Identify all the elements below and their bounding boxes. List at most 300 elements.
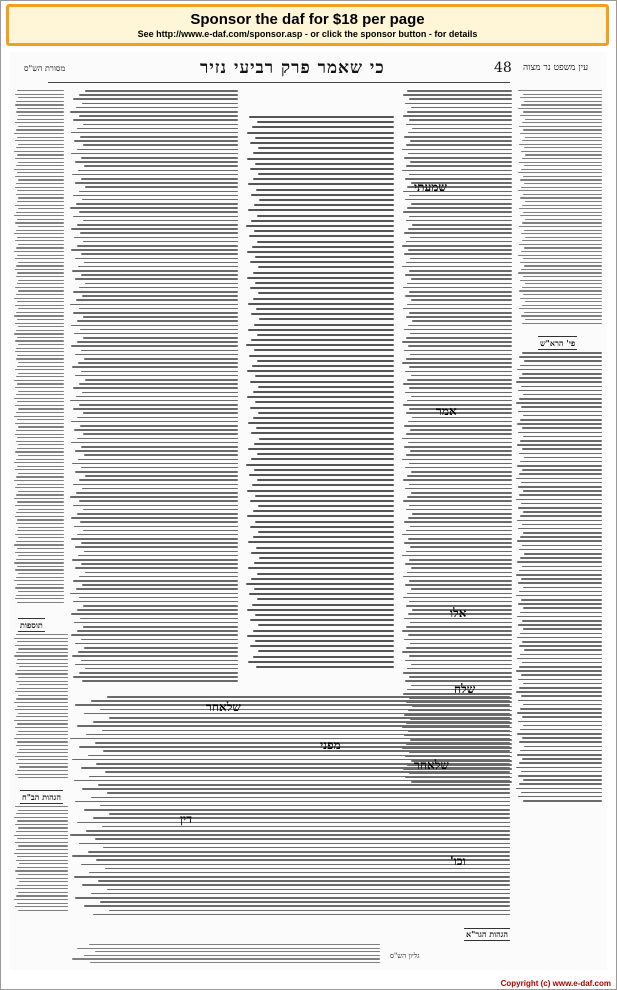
text-line (406, 124, 512, 126)
text-line (18, 455, 64, 456)
text-line (404, 446, 512, 448)
text-line (18, 426, 64, 427)
text-line (15, 423, 64, 424)
text-line (254, 349, 394, 351)
text-line (411, 567, 512, 569)
sponsor-subtitle[interactable]: See http://www.e-daf.com/sponsor.asp - or click the sponsor button - for details (137, 29, 478, 39)
text-line (79, 94, 238, 96)
text-line (258, 173, 394, 175)
text-line (74, 333, 238, 335)
text-line (16, 595, 64, 596)
text-line (404, 350, 512, 352)
text-line (516, 402, 602, 404)
text-line (109, 717, 510, 719)
text-line (15, 673, 68, 674)
text-line (404, 329, 512, 331)
text-line (16, 716, 68, 717)
text-line (77, 149, 238, 151)
text-line (255, 256, 394, 258)
text-line (247, 490, 394, 492)
text-line (252, 484, 394, 486)
text-line (253, 417, 394, 419)
text-line (254, 324, 394, 326)
text-line (73, 119, 238, 121)
keyword: שמעתי (414, 180, 447, 194)
text-line (107, 696, 510, 698)
text-line (253, 656, 394, 658)
text-line (402, 170, 512, 172)
text-line (14, 720, 68, 721)
text-line (258, 147, 394, 149)
text-line (519, 126, 602, 127)
text-line (252, 604, 394, 606)
text-line (14, 899, 68, 900)
text-line (70, 304, 238, 306)
rosh-commentary-column (516, 352, 602, 808)
text-line (17, 856, 68, 857)
text-line (256, 427, 394, 429)
text-line (524, 746, 602, 748)
text-line (16, 459, 64, 460)
text-line (518, 255, 602, 256)
text-line (78, 651, 238, 653)
text-line (519, 494, 602, 496)
text-line (520, 729, 602, 731)
talmud-page (10, 52, 607, 970)
text-line (257, 360, 394, 362)
text-line (246, 225, 394, 227)
text-line (408, 228, 512, 230)
text-line (408, 517, 512, 519)
text-line (77, 417, 238, 419)
text-line (18, 444, 64, 445)
text-line (255, 375, 394, 377)
text-line (15, 258, 64, 259)
text-line (74, 140, 238, 142)
text-line (84, 809, 510, 811)
text-line (525, 219, 602, 220)
text-line (521, 315, 602, 316)
text-line (18, 759, 68, 760)
text-line (75, 258, 238, 260)
text-line (523, 194, 602, 195)
text-line (521, 169, 602, 170)
text-line (71, 421, 238, 423)
text-line (109, 910, 510, 912)
text-line (73, 601, 238, 603)
text-line (519, 244, 602, 245)
text-line (79, 287, 238, 289)
text-line (76, 396, 238, 398)
text-line (16, 194, 64, 195)
text-line (83, 605, 238, 607)
text-line (518, 775, 602, 777)
text-line (17, 484, 64, 485)
text-line (83, 412, 238, 414)
text-line (409, 366, 512, 368)
text-line (248, 329, 394, 331)
text-line (79, 211, 238, 213)
text-line (411, 299, 512, 301)
text-line (14, 638, 68, 639)
text-line (80, 136, 238, 138)
text-line (15, 287, 64, 288)
copyright-link[interactable]: Copyright (c) www.e-daf.com (500, 979, 611, 988)
text-line (15, 709, 68, 710)
text-line (14, 298, 64, 299)
text-line (88, 851, 510, 853)
text-line (16, 230, 64, 231)
text-line (257, 598, 394, 600)
text-line (253, 298, 394, 300)
text-line (407, 496, 512, 498)
text-line (406, 262, 512, 264)
text-line (17, 201, 64, 202)
text-line (249, 593, 394, 595)
text-line (18, 179, 64, 180)
tosafot-column (70, 90, 238, 690)
text-line (519, 162, 602, 163)
text-line (404, 425, 512, 427)
text-line (17, 383, 64, 384)
text-line (81, 864, 510, 866)
text-line (17, 319, 64, 320)
text-line (259, 557, 394, 559)
text-line (18, 326, 64, 327)
text-line (411, 278, 512, 280)
text-line (17, 584, 64, 585)
text-line (522, 240, 602, 241)
text-line (17, 219, 64, 220)
text-line (18, 208, 64, 209)
text-line (77, 128, 238, 130)
text-line (248, 541, 394, 543)
text-line (75, 450, 238, 452)
text-line (14, 498, 64, 499)
text-line (88, 755, 510, 757)
text-line (247, 396, 394, 398)
text-line (75, 567, 238, 569)
text-line (17, 337, 64, 338)
text-line (15, 534, 64, 535)
text-line (409, 270, 512, 272)
text-line (406, 165, 512, 167)
footer-right-label: הגהות הגר"א (465, 929, 508, 939)
text-line (519, 398, 602, 400)
text-line (410, 622, 512, 624)
text-line (411, 203, 512, 205)
text-line (520, 461, 602, 463)
text-line (521, 151, 602, 152)
text-line (75, 664, 238, 666)
text-line (408, 132, 512, 134)
hagahot-label: הגהות הב"ח (22, 792, 61, 802)
text-line (406, 144, 512, 146)
text-line (103, 750, 510, 752)
text-line (18, 573, 64, 574)
text-line (248, 567, 394, 569)
text-line (85, 475, 238, 477)
text-line (18, 97, 64, 98)
text-line (84, 358, 238, 360)
text-line (251, 458, 394, 460)
text-line (523, 415, 602, 417)
text-line (519, 356, 602, 358)
gemara-text (246, 116, 394, 676)
text-line (75, 643, 238, 645)
text-line (17, 401, 64, 402)
text-line (16, 294, 64, 295)
text-line (72, 559, 238, 561)
text-line (523, 129, 602, 130)
text-line (523, 176, 602, 177)
text-line (517, 520, 602, 522)
text-line (84, 713, 510, 715)
text-line (411, 107, 512, 109)
text-line (14, 480, 64, 481)
text-line (15, 305, 64, 306)
text-line (520, 440, 602, 442)
text-line (519, 549, 602, 551)
text-line (524, 247, 602, 248)
text-line (404, 232, 512, 234)
text-line (15, 405, 64, 406)
text-line (18, 713, 68, 714)
text-line (249, 474, 394, 476)
text-line (516, 595, 602, 597)
text-line (16, 813, 68, 814)
text-line (521, 792, 602, 794)
text-line (18, 845, 68, 846)
text-line (17, 741, 68, 742)
text-line (100, 805, 510, 807)
text-line (72, 463, 238, 465)
text-line (518, 603, 602, 605)
text-line (80, 618, 238, 620)
text-line (83, 509, 238, 511)
text-line (73, 216, 238, 218)
text-line (14, 416, 64, 417)
text-line (248, 183, 394, 185)
text-line (16, 494, 64, 495)
text-line (518, 796, 602, 798)
text-line (14, 544, 64, 545)
text-line (402, 438, 512, 440)
sponsor-title[interactable]: Sponsor the daf for $18 per page (190, 11, 425, 28)
text-line (253, 178, 394, 180)
text-line (522, 737, 602, 739)
text-line (17, 154, 64, 155)
text-line (519, 290, 602, 291)
text-line (102, 730, 510, 732)
text-line (520, 115, 602, 116)
text-line (71, 228, 238, 230)
text-line (18, 874, 68, 875)
text-line (15, 569, 64, 570)
text-line (96, 859, 510, 861)
text-line (408, 421, 512, 423)
text-line (86, 734, 510, 736)
text-line (14, 462, 64, 463)
text-line (410, 258, 512, 260)
text-line (246, 344, 394, 346)
text-line (402, 651, 512, 653)
text-line (251, 578, 394, 580)
text-line (16, 512, 64, 513)
text-line (409, 505, 512, 507)
text-line (518, 582, 602, 584)
text-line (70, 834, 510, 836)
text-line (523, 511, 602, 513)
text-line (250, 287, 394, 289)
text-line (83, 337, 238, 339)
text-line (403, 500, 512, 502)
text-line (18, 509, 64, 510)
text-line (523, 800, 602, 802)
text-line (410, 546, 512, 548)
text-line (77, 534, 238, 536)
text-line (75, 471, 238, 473)
text-line (72, 958, 380, 959)
text-line (403, 94, 512, 96)
text-line (14, 835, 68, 836)
text-line (405, 103, 512, 105)
text-line (405, 392, 512, 394)
masoret-column (14, 90, 64, 610)
text-line (83, 220, 238, 222)
text-line (516, 670, 602, 672)
text-line (248, 661, 394, 663)
text-line (98, 784, 510, 786)
text-line (521, 251, 602, 252)
page-header (10, 58, 607, 84)
text-line (18, 695, 68, 696)
text-line (74, 237, 238, 239)
sponsor-banner[interactable] (6, 4, 609, 46)
text-line (15, 505, 64, 506)
text-line (95, 742, 510, 744)
text-line (15, 340, 64, 341)
left-notes-column (14, 634, 68, 784)
keyword: שלח (454, 682, 476, 696)
text-line (520, 557, 602, 559)
text-line (75, 546, 238, 548)
text-line (412, 513, 512, 515)
text-line (81, 178, 238, 180)
text-line (17, 770, 68, 771)
text-line (93, 914, 510, 916)
text-line (16, 265, 64, 266)
text-line (14, 738, 68, 739)
text-line (17, 119, 64, 120)
text-line (82, 884, 510, 886)
text-line (15, 842, 68, 843)
text-line (251, 339, 394, 341)
text-line (91, 893, 510, 895)
text-line (15, 240, 64, 241)
text-line (18, 344, 64, 345)
text-line (246, 583, 394, 585)
text-line (72, 174, 238, 176)
text-line (250, 407, 394, 409)
text-line (410, 450, 512, 452)
text-line (516, 767, 602, 769)
text-line (522, 352, 602, 354)
text-line (519, 762, 602, 764)
text-line (251, 220, 394, 222)
text-line (83, 124, 238, 126)
text-line (70, 400, 238, 402)
text-line (73, 676, 238, 678)
text-line (521, 503, 602, 505)
text-line (519, 308, 602, 309)
text-line (522, 305, 602, 306)
text-line (412, 224, 512, 226)
text-line (519, 208, 602, 209)
text-line (250, 500, 394, 502)
text-line (523, 276, 602, 277)
nimukim-label: תוספות (20, 620, 43, 630)
text-line (518, 721, 602, 723)
text-line (15, 906, 68, 907)
text-line (405, 563, 512, 565)
text-line (76, 588, 238, 590)
text-line (251, 194, 394, 196)
text-line (17, 108, 64, 109)
text-line (16, 330, 64, 331)
text-line (404, 521, 512, 523)
text-line (79, 746, 510, 748)
text-line (522, 524, 602, 526)
text-line (79, 191, 238, 193)
text-line (74, 526, 238, 528)
text-line (18, 244, 64, 245)
text-line (84, 955, 380, 956)
text-line (81, 563, 238, 565)
text-line (255, 495, 394, 497)
text-line (18, 827, 68, 828)
text-line (520, 280, 602, 281)
text-line (410, 161, 512, 163)
text-line (408, 153, 512, 155)
text-line (524, 457, 602, 459)
text-line (18, 591, 64, 592)
text-line (17, 903, 68, 904)
text-line (83, 144, 238, 146)
text-line (18, 810, 68, 811)
text-line (19, 666, 68, 667)
text-line (519, 591, 602, 593)
text-line (409, 408, 512, 410)
text-line (403, 115, 512, 117)
text-line (18, 290, 64, 291)
text-line (411, 396, 512, 398)
text-line (519, 377, 602, 379)
text-line (408, 442, 512, 444)
text-line (72, 366, 238, 368)
text-line (516, 478, 602, 480)
text-line (247, 158, 394, 160)
text-line (81, 467, 238, 469)
text-line (77, 822, 510, 824)
text-line (70, 207, 238, 209)
text-line (405, 371, 512, 373)
text-line (516, 499, 602, 501)
footer-text-lines (70, 944, 380, 966)
text-line (84, 551, 238, 553)
text-line (411, 471, 512, 473)
text-line (409, 312, 512, 314)
